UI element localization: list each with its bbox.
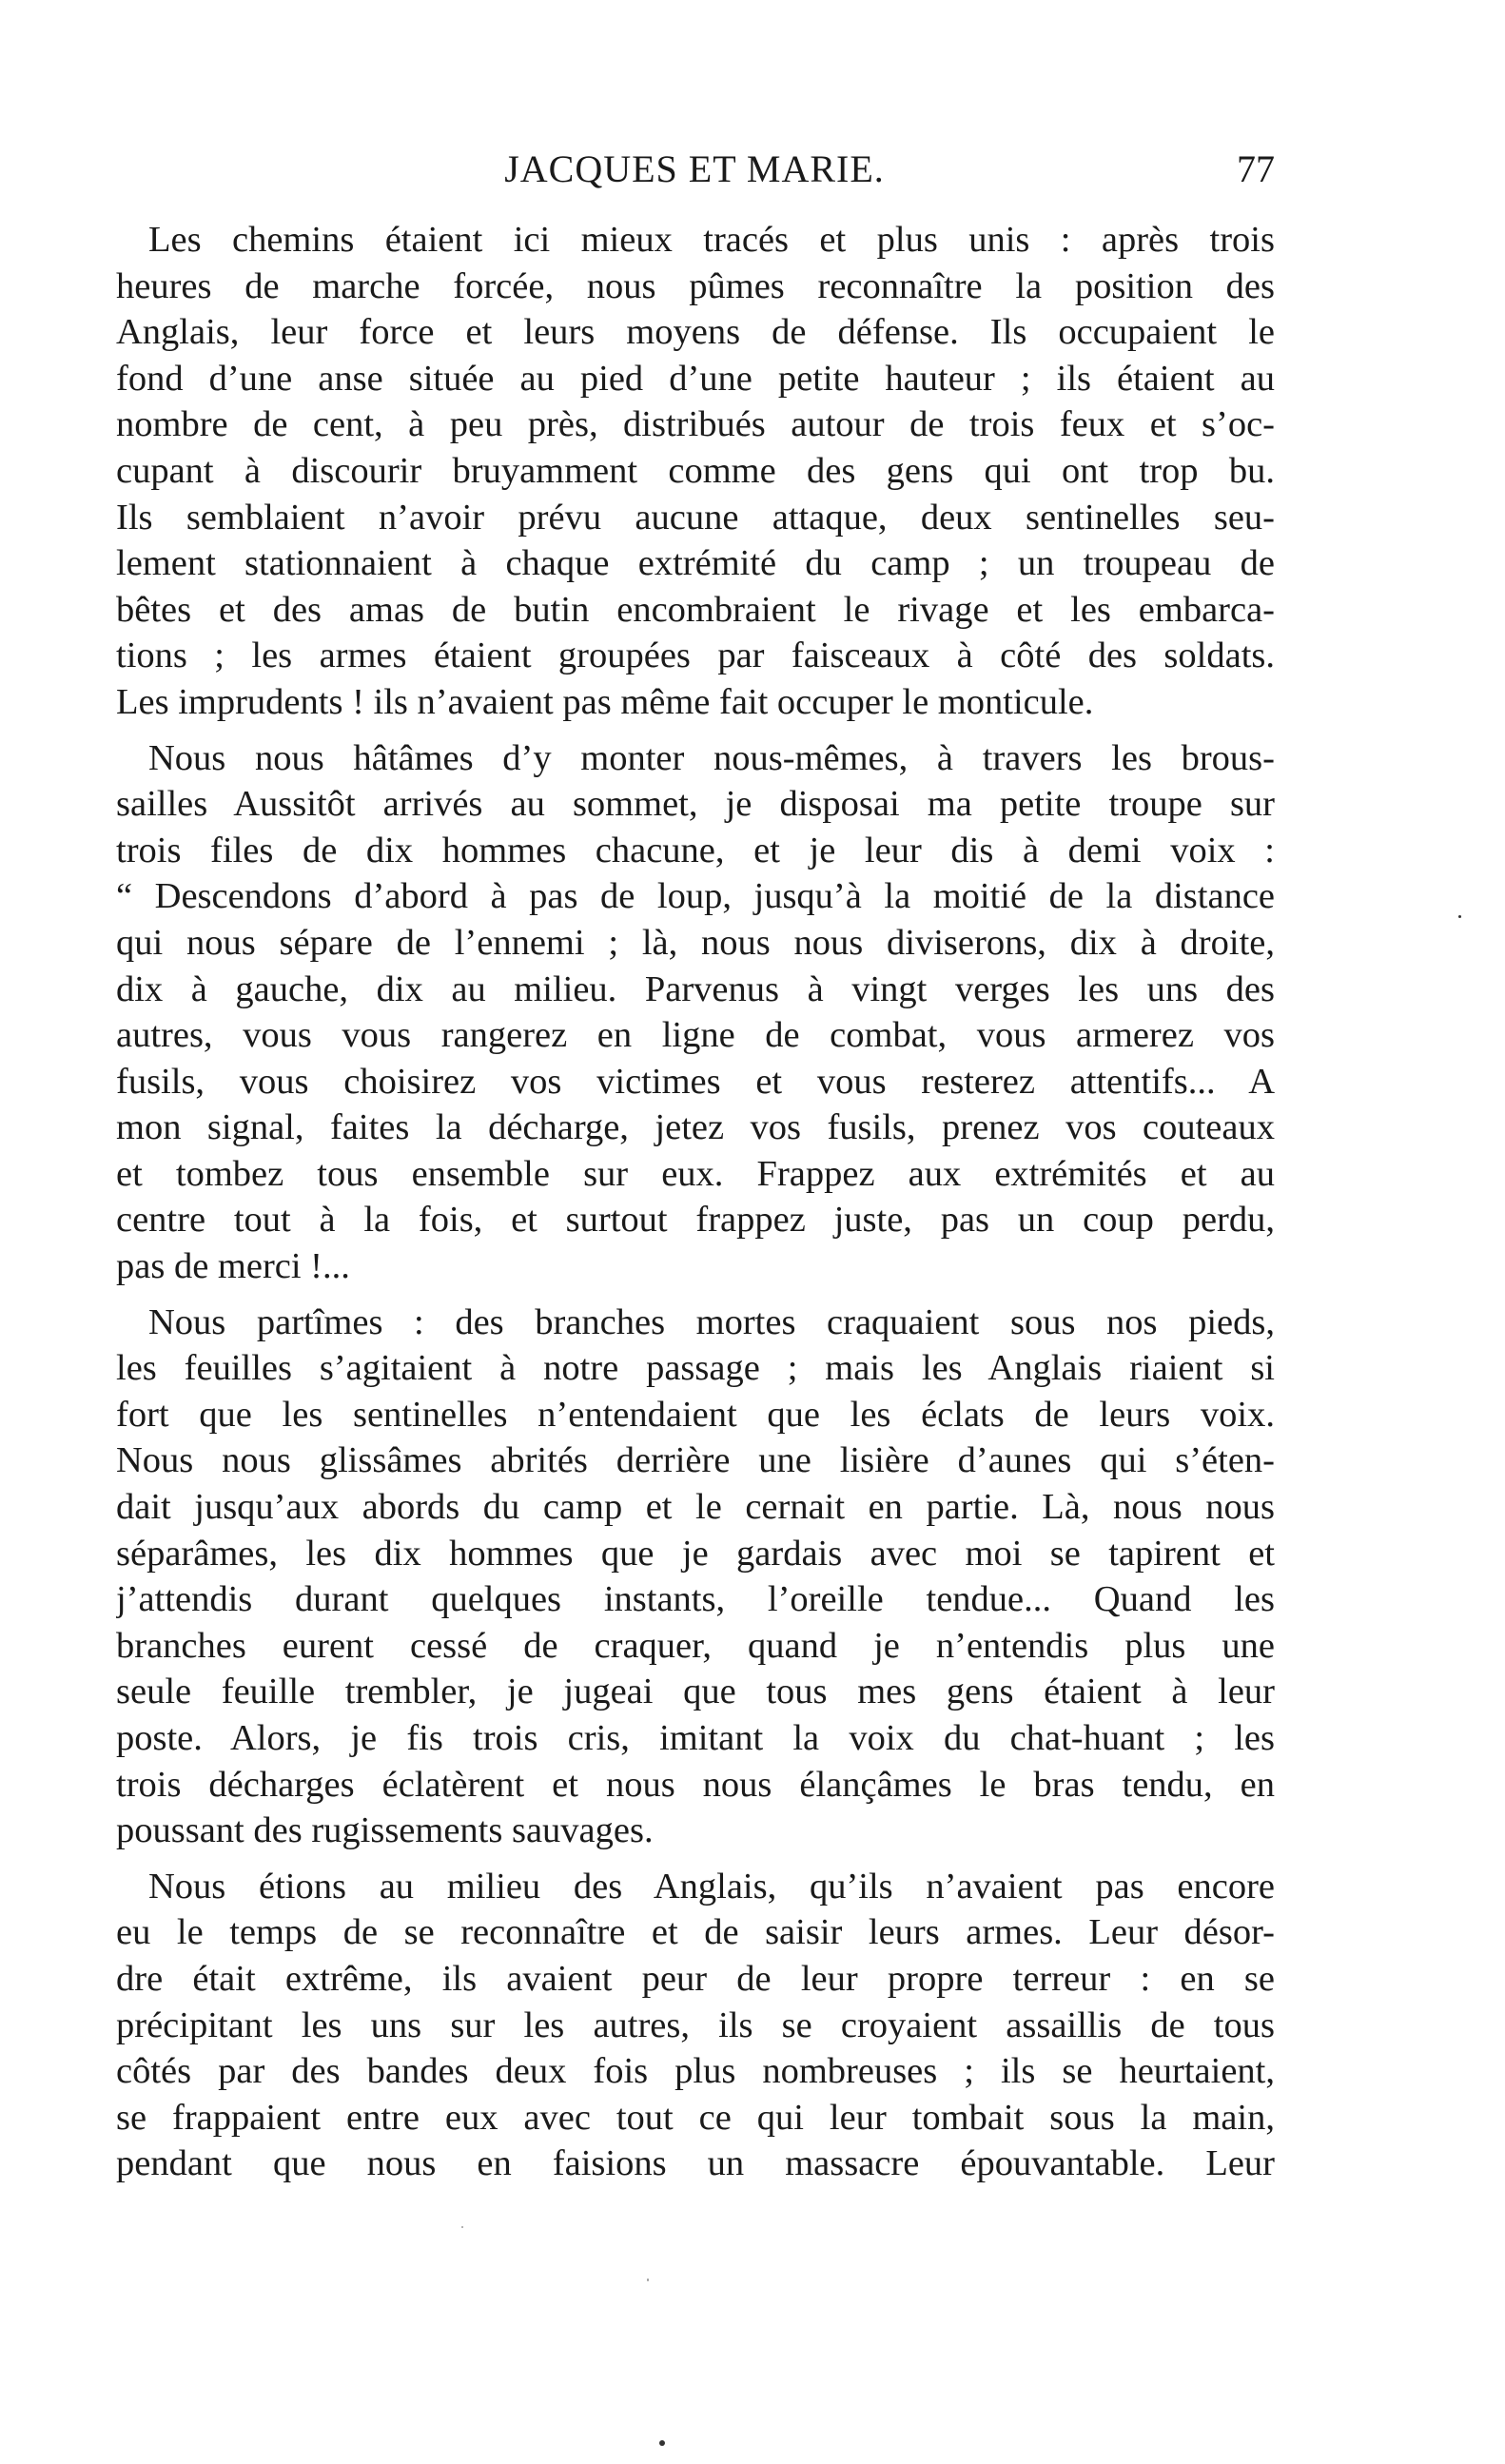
text-line: trois décharges éclatèrent et nous nous élançâmes le bras tendu, en	[116, 1764, 1275, 1805]
ink-speck	[659, 2440, 665, 2446]
text-line: pas de merci !...	[116, 1246, 350, 1287]
text-line: seule feuille trembler, je jugeai que tous mes gens étaient à leur	[116, 1672, 1275, 1712]
ink-speck	[647, 2278, 649, 2281]
paragraph-4	[116, 1864, 1275, 2187]
text-line: et tombez tous ensemble sur eux. Frappez aux extrémités et au	[116, 1153, 1275, 1194]
text-line: pendant que nous en faisions un massacre épouvantable. Leur	[116, 2143, 1275, 2184]
text-line: les feuilles s’agitaient à notre passage ; mais les Anglais riaient si	[116, 1348, 1275, 1389]
text-line: trois files de dix hommes chacune, et je leur dis à demi voix :	[116, 830, 1275, 870]
text-line: “ Descendons d’abord à pas de loup, jusqu’à la moitié de la distance	[116, 876, 1275, 917]
text-line: bêtes et des amas de butin encombraient le rivage et les embarca-	[116, 589, 1275, 630]
page-number: 77	[1237, 147, 1275, 190]
running-head	[114, 143, 1275, 196]
text-line: nombre de cent, à peu près, distribués autour de trois feux et s’oc-	[116, 404, 1275, 445]
text-line: côtés par des bandes deux fois plus nombreuses ; ils se heurtaient,	[116, 2051, 1275, 2092]
text-line: qui nous sépare de l’ennemi ; là, nous nous diviserons, dix à droite,	[116, 922, 1275, 963]
text-line: précipitant les uns sur les autres, ils se croyaient assaillis de tous	[116, 2004, 1275, 2045]
text-line: lement stationnaient à chaque extrémité du camp ; un troupeau de	[116, 543, 1275, 584]
text-line: Nous nous hâtâmes d’y monter nous-mêmes, à travers les brous-	[148, 737, 1275, 778]
text-line: centre tout à la fois, et surtout frappez juste, pas un coup perdu,	[116, 1200, 1275, 1241]
text-line: tions ; les armes étaient groupées par faisceaux à côté des soldats.	[116, 636, 1275, 676]
text-line: Ils semblaient n’avoir prévu aucune attaque, deux sentinelles seu-	[116, 497, 1275, 538]
text-line: fort que les sentinelles n’entendaient que les éclats de leurs voix.	[116, 1394, 1275, 1435]
text-line: dait jusqu’aux abords du camp et le cernait en partie. Là, nous nous	[116, 1487, 1275, 1528]
text-line: dix à gauche, dix au milieu. Parvenus à vingt verges les uns des	[116, 968, 1275, 1009]
text-line: Les imprudents ! ils n’avaient pas même fait occuper le monticule.	[116, 681, 1094, 722]
text-line: Anglais, leur force et leurs moyens de défense. Ils occupaient le	[116, 312, 1275, 353]
text-line: poste. Alors, je fis trois cris, imitant la voix du chat-huant ; les	[116, 1718, 1275, 1758]
text-line: branches eurent cessé de craquer, quand je n’entendis plus une	[116, 1625, 1275, 1666]
text-line: fusils, vous choisirez vos victimes et vous resterez attentifs... A	[116, 1061, 1275, 1102]
text-line: séparâmes, les dix hommes que je gardais avec moi se tapirent et	[116, 1533, 1275, 1574]
paragraph-2	[116, 735, 1275, 1290]
running-title: JACQUES ET MARIE.	[504, 147, 885, 190]
text-line: j’attendis durant quelques instants, l’oreille tendue... Quand les	[116, 1579, 1275, 1620]
paragraph-3	[116, 1300, 1275, 1854]
text-line: eu le temps de se reconnaître et de saisir leurs armes. Leur désor-	[116, 1912, 1275, 1953]
text-line: poussant des rugissements sauvages.	[116, 1810, 654, 1851]
ink-speck	[1458, 915, 1461, 918]
body-text	[116, 217, 1275, 2197]
ink-speck	[461, 2226, 463, 2228]
text-line: fond d’une anse située au pied d’une petite hauteur ; ils étaient au	[116, 358, 1275, 399]
text-line: Nous étions au milieu des Anglais, qu’ils n’avaient pas encore	[148, 1866, 1275, 1907]
text-line: se frappaient entre eux avec tout ce qui leur tombait sous la main,	[116, 2097, 1275, 2138]
text-line: sailles Aussitôt arrivés au sommet, je disposai ma petite troupe sur	[116, 784, 1275, 825]
text-line: Nous partîmes : des branches mortes craquaient sous nos pieds,	[148, 1301, 1275, 1342]
text-line: heures de marche forcée, nous pûmes reconnaître la position des	[116, 265, 1275, 306]
text-line: dre était extrême, ils avaient peur de leur propre terreur : en se	[116, 1958, 1275, 1999]
text-line: cupant à discourir bruyamment comme des gens qui ont trop bu.	[116, 450, 1275, 491]
text-line: Nous nous glissâmes abrités derrière une lisière d’aunes qui s’éten-	[116, 1440, 1275, 1481]
text-line: autres, vous vous rangerez en ligne de combat, vous armerez vos	[116, 1015, 1275, 1056]
text-line: Les chemins étaient ici mieux tracés et plus unis : après trois	[148, 220, 1275, 260]
text-line: mon signal, faites la décharge, jetez vos fusils, prenez vos couteaux	[116, 1107, 1275, 1148]
paragraph-1	[116, 217, 1275, 726]
